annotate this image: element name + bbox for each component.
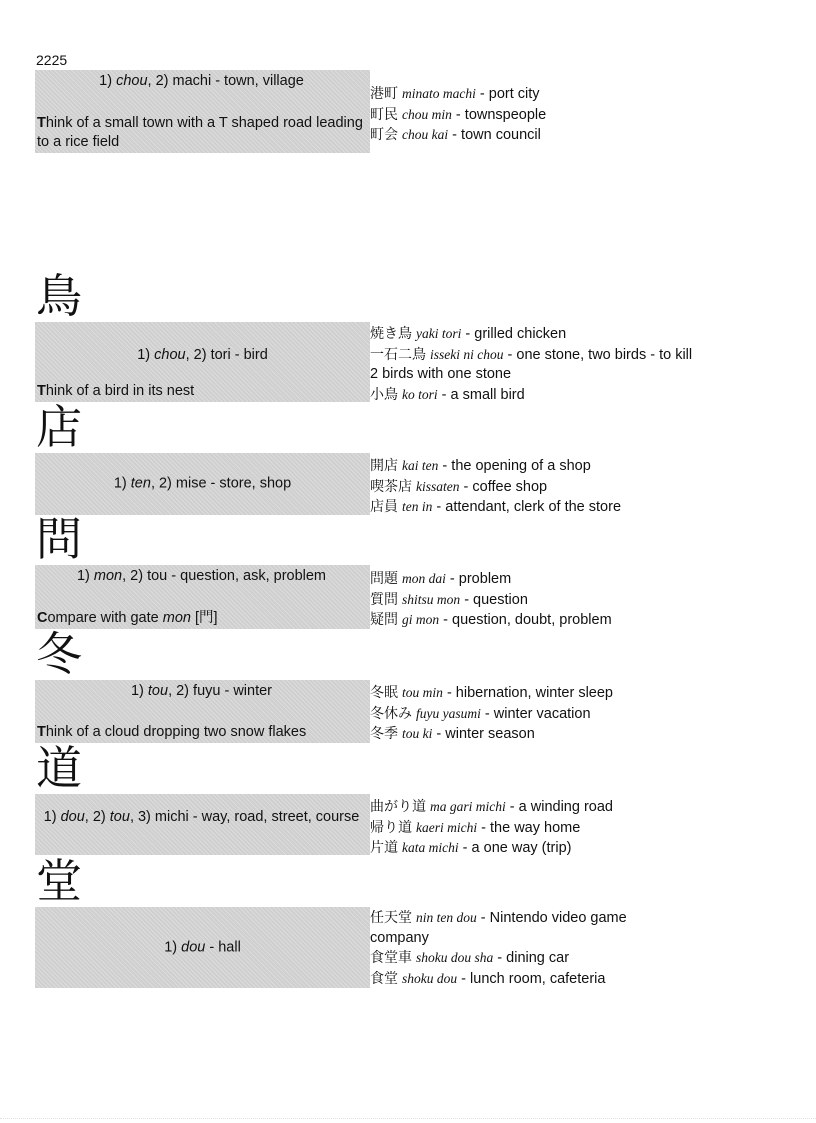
vocab-list-store [370, 456, 700, 518]
vocab-item: 町会 chou kai - town council [370, 127, 541, 143]
kanji-glyph-way: 道 [36, 743, 82, 794]
vocab-item: 冬季 tou ki - winter season [370, 726, 535, 742]
on-reading: chou [154, 347, 186, 363]
vocab-item: 一石二鳥 isseki ni chou - one stone, two birds - to kill 2 birds with one stone [370, 346, 693, 382]
on-reading: mon [93, 568, 123, 584]
vocab-list-hall [370, 908, 670, 989]
kanji-card-question [35, 565, 370, 629]
vocab-item: 食堂 shoku dou - lunch room, cafeteria [370, 970, 606, 987]
vocab-item: 問題 mon dai - problem [370, 571, 512, 587]
page-number: 2225 [36, 52, 68, 68]
on-reading: ten [130, 475, 151, 492]
reading-line: 1) ten, 2) mise - store, shop [113, 475, 292, 492]
kanji-glyph-question: 問 [36, 514, 82, 565]
kanji-glyph-hall: 堂 [36, 856, 82, 907]
vocab-item: 冬眠 tou min - hibernation, winter sleep [370, 685, 613, 701]
on-reading: tou [147, 683, 169, 699]
vocab-item: 港町 minato machi - port city [370, 86, 540, 102]
kanji-card-winter [35, 680, 370, 743]
vocab-item: 任天堂 nin ten dou - Nintendo video game company [370, 910, 627, 946]
kanji-card-town [35, 70, 370, 153]
vocab-item: 町民 chou min - townspeople [370, 106, 547, 123]
vocab-item: 疑問 gi mon - question, doubt, problem [370, 612, 612, 628]
vocab-item: 曲がり道 ma gari michi - a winding road [370, 799, 613, 815]
reading-line: 1) tou, 2) fuyu - winter [130, 683, 273, 699]
mnemonic-note: Think of a small town with a T shaped road leading to a rice field [37, 115, 363, 150]
kanji-glyph-store: 店 [36, 402, 82, 453]
kanji-card-bird [35, 322, 370, 402]
reading-line: 1) mon, 2) tou - question, ask, problem [76, 568, 327, 584]
footer-divider [0, 1118, 816, 1119]
vocab-item: 帰り道 kaeri michi - the way home [370, 819, 581, 836]
vocab-item: 質問 shitsu mon - question [370, 591, 528, 608]
vocab-list-way [370, 797, 700, 859]
vocab-item: 喫茶店 kissaten - coffee shop [370, 478, 548, 495]
vocab-list-winter [370, 683, 700, 745]
vocab-item: 小鳥 ko tori - a small bird [370, 386, 525, 403]
vocab-list-bird [370, 324, 700, 405]
on-reading: dou [60, 809, 85, 825]
vocab-item: 片道 kata michi - a one way (trip) [370, 840, 572, 856]
vocab-item: 食堂車 shoku dou sha - dining car [370, 950, 570, 966]
on-reading: chou [116, 73, 148, 89]
kanji-card-store [35, 453, 370, 515]
reading-line: 1) dou, 2) tou, 3) michi - way, road, street, course [43, 809, 360, 825]
vocab-item: 冬休み fuyu yasumi - winter vacation [370, 705, 591, 722]
vocab-item: 焼き鳥 yaki tori - grilled chicken [370, 326, 567, 342]
vocab-list-question [370, 569, 700, 631]
reading-line: 1) dou - hall [164, 939, 241, 955]
kanji-glyph-winter: 冬 [36, 629, 82, 680]
vocab-list-town [370, 84, 700, 146]
reading-line: 1) chou, 2) machi - town, village [99, 73, 304, 89]
on-reading: dou [181, 939, 206, 955]
kanji-card-hall [35, 907, 370, 988]
vocab-item: 店員 ten in - attendant, clerk of the store [370, 499, 622, 515]
mnemonic-note: Think of a bird in its nest [37, 383, 195, 399]
reading-line: 1) chou, 2) tori - bird [137, 347, 268, 363]
mnemonic-note: Think of a cloud dropping two snow flakes [37, 724, 307, 740]
on-reading-2: tou [109, 809, 130, 825]
vocab-item: 開店 kai ten - the opening of a shop [370, 458, 591, 474]
kanji-card-way [35, 794, 370, 855]
mnemonic-note: Compare with gate mon [門] [37, 610, 218, 626]
kanji-glyph-bird: 鳥 [36, 271, 82, 322]
